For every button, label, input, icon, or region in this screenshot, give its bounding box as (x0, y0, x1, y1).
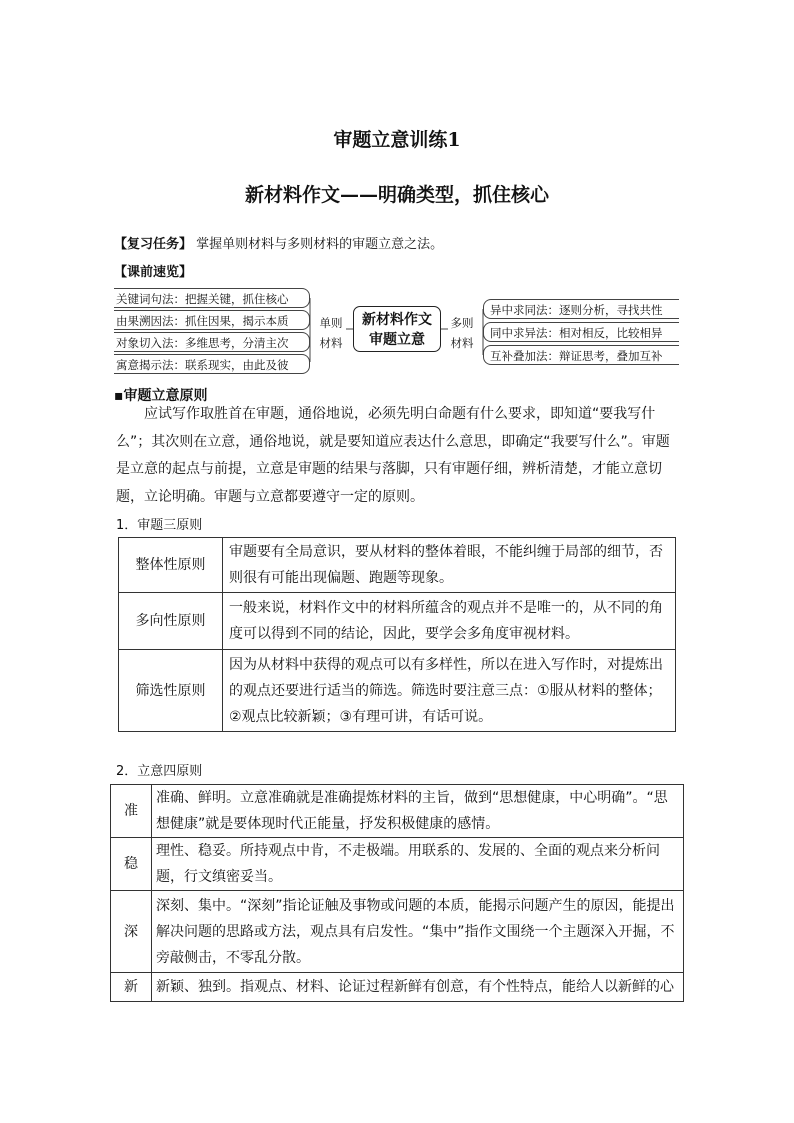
single-material-label-2: 材料 (319, 336, 343, 350)
page-subtitle: 新材料作文——明确类型，抓住核心 (244, 184, 549, 206)
review-principles-table (118, 537, 676, 732)
preview-label: 【课前速览】 (114, 265, 193, 280)
left-item-2: 由果溯因法：抓住因果，揭示本质 (114, 310, 310, 330)
principle-desc: 新颖、独到。指观点、材料、论证过程新鲜有创意，有个性特点，能给人以新鲜的心 (152, 973, 684, 1002)
table-row (119, 538, 676, 593)
principle-name: 多向性原则 (119, 593, 223, 650)
principle-desc: 因为从材料中获得的观点可以有多样性，所以在进入写作时，对提炼出的观点还要进行适当的筛选。筛选时要注意三点：①服从材料的整体；②观点比较新颖；③有理可讲，有话可说。 (223, 650, 676, 732)
principle-desc: 理性、稳妥。所持观点中肯，不走极端。用联系的、发展的、全面的观点来分析问题，行文缜密妥当。 (152, 838, 684, 891)
principle-desc: 审题要有全局意识，要从材料的整体着眼，不能纠缠于局部的细节，否则很有可能出现偏题、跑题等现象。 (223, 538, 676, 593)
left-item-3: 对象切入法：多维思考，分清主次 (114, 332, 310, 352)
principle-desc: 一般来说，材料作文中的材料所蕴含的观点并不是唯一的，从不同的角度可以得到不同的结论，因此，要学会多角度审视材料。 (223, 593, 676, 650)
concept-map-center (353, 306, 441, 352)
multi-material-label-2: 材料 (450, 336, 474, 350)
right-item-2: 同中求异法：相对相反，比较相异 (483, 322, 679, 342)
conception-principles-table (110, 784, 684, 1002)
review-label: 【复习任务】 (114, 237, 193, 252)
left-item-4: 寓意揭示法：联系现实，由此及彼 (114, 354, 310, 374)
review-text: 掌握单则材料与多则材料的审题立意之法。 (196, 237, 444, 252)
table-row (111, 973, 684, 1002)
left-item-1: 关键词句法：把握关键，抓住核心 (114, 288, 310, 308)
center-line-2: 审题立意 (369, 332, 425, 348)
principle-name: 筛选性原则 (119, 650, 223, 732)
principle-desc: 准确、鲜明。立意准确就是准确提炼材料的主旨，做到“思想健康，中心明确”。“思想健康”就是要体现时代正能量，抒发积极健康的感情。 (152, 785, 684, 838)
page-title: 审题立意训练1 (333, 129, 461, 151)
table-row (111, 785, 684, 838)
principle-name: 新 (111, 973, 152, 1002)
table-row (111, 838, 684, 891)
single-material-label-1: 单则 (319, 316, 343, 330)
principle-desc: 深刻、集中。“深刻”指论证触及事物或问题的本质，能揭示问题产生的原因，能提出解决问题的思路或方法，观点具有启发性。“集中”指作文围绕一个主题深入开掘，不旁敲侧击，不零乱分散。 (152, 891, 684, 973)
center-line-1: 新材料作文 (362, 312, 432, 328)
right-item-3: 互补叠加法：辩证思考，叠加互补 (483, 345, 679, 365)
principle-name: 稳 (111, 838, 152, 891)
principle-name: 深 (111, 891, 152, 973)
principle-name: 准 (111, 785, 152, 838)
table-row (119, 593, 676, 650)
table-row (119, 650, 676, 732)
section2-heading: 2．立意四原则 (116, 764, 203, 779)
multi-material-label-1: 多则 (450, 316, 474, 330)
right-item-1: 异中求同法：逐则分析，寻找共性 (483, 299, 679, 319)
principles-paragraph: 应试写作取胜首在审题，通俗地说，必须先明白命题有什么要求，即知道“要我写什么”；其次则在立意，通俗地说，就是要知道应表达什么意思，即确定“我要写什么”。审题是立意的起点与前提，立意是审题的结果与落脚，只有审题仔细，辨析清楚，才能立意切题，立论明确。审题与立意都要遵守一定的原则。 (116, 406, 670, 505)
table-row (111, 891, 684, 973)
section1-heading: 1．审题三原则 (116, 518, 203, 533)
principles-heading: ▪审题立意原则 (114, 388, 208, 404)
principle-name: 整体性原则 (119, 538, 223, 593)
